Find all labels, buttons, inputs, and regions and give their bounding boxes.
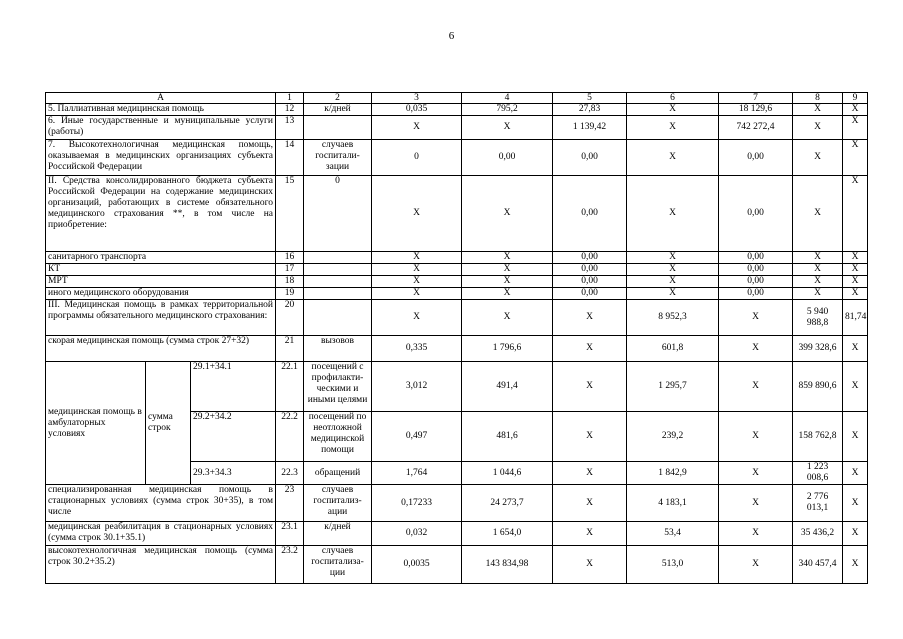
- cell-c9: X: [843, 362, 868, 412]
- row-number: 22.1: [276, 362, 304, 412]
- header-col-3: 3: [372, 93, 462, 104]
- cell-c3: 0,497: [372, 412, 462, 462]
- row-number: 17: [276, 264, 304, 276]
- cell-c7: X: [719, 336, 793, 362]
- cell-c6: 601,8: [627, 336, 719, 362]
- header-col-7: 7: [719, 93, 793, 104]
- table-row: [46, 362, 868, 412]
- cell-c8: 399 328,6: [793, 336, 843, 362]
- header-col-4: 4: [462, 93, 553, 104]
- cell-c3: 0,335: [372, 336, 462, 362]
- cell-c9: X: [843, 485, 868, 522]
- cell-c8: X: [793, 140, 843, 176]
- cell-c7: 0,00: [719, 264, 793, 276]
- cell-c6: 239,2: [627, 412, 719, 462]
- cell-c4: 1 796,6: [462, 336, 553, 362]
- cell-c9: 81,74: [843, 300, 868, 336]
- cell-c4: X: [462, 264, 553, 276]
- row-unit: к/дней: [304, 522, 372, 546]
- cell-c7: X: [719, 300, 793, 336]
- cell-c7: 18 129,6: [719, 104, 793, 116]
- cell-c9: X: [843, 116, 868, 140]
- cell-c4: 1 044,6: [462, 462, 553, 485]
- row-number: 21: [276, 336, 304, 362]
- cell-c3: X: [372, 264, 462, 276]
- row-label: III. Медицинская помощь в рамках территориальной программы обязательного медицинского страхования:: [46, 300, 276, 336]
- table-row: [46, 522, 868, 546]
- cell-c8: X: [793, 176, 843, 252]
- row-label: КТ: [46, 264, 276, 276]
- header-col-a: А: [46, 93, 276, 104]
- row-number: 23.1: [276, 522, 304, 546]
- row-number: 12: [276, 104, 304, 116]
- cell-c3: 1,764: [372, 462, 462, 485]
- cell-c6: X: [627, 116, 719, 140]
- cell-c8: X: [793, 288, 843, 300]
- row-unit: 0: [304, 176, 372, 252]
- header-col-5: 5: [553, 93, 627, 104]
- cell-c4: 24 273,7: [462, 485, 553, 522]
- cell-c3: 0,035: [372, 104, 462, 116]
- cell-c8: 1 223 008,6: [793, 462, 843, 485]
- table-row: [46, 300, 868, 336]
- header-col-6: 6: [627, 93, 719, 104]
- row-number: 15: [276, 176, 304, 252]
- row-number: 23.2: [276, 546, 304, 584]
- row-label: II. Средства консолидированного бюджета субъекта Российской Федерации на содержание медицинских организаций, работающих в системе обязательного медицинского страхования **, в том числе на приобретение:: [46, 176, 276, 252]
- cell-c9: X: [843, 264, 868, 276]
- cell-c8: X: [793, 264, 843, 276]
- row-label: 6. Иные государственные и муниципальные услуги (работы): [46, 116, 276, 140]
- table-row: [46, 140, 868, 176]
- cell-c9: X: [843, 336, 868, 362]
- cell-c5: X: [553, 485, 627, 522]
- cell-c7: X: [719, 522, 793, 546]
- cell-c7: X: [719, 412, 793, 462]
- cell-c3: X: [372, 288, 462, 300]
- cell-c4: X: [462, 276, 553, 288]
- header-col-8: 8: [793, 93, 843, 104]
- ambulatory-sum-label: сумма строк: [146, 362, 191, 485]
- cell-c5: 0,00: [553, 288, 627, 300]
- cell-c5: X: [553, 522, 627, 546]
- cell-c7: 742 272,4: [719, 116, 793, 140]
- cell-c4: 143 834,98: [462, 546, 553, 584]
- row-number: 18: [276, 276, 304, 288]
- cell-c7: 0,00: [719, 140, 793, 176]
- header-col-1: 1: [276, 93, 304, 104]
- cell-c7: 0,00: [719, 288, 793, 300]
- row-unit: обращений: [304, 462, 372, 485]
- cell-c6: X: [627, 276, 719, 288]
- cell-c5: 0,00: [553, 176, 627, 252]
- cell-c6: 1 842,9: [627, 462, 719, 485]
- cell-c6: X: [627, 104, 719, 116]
- cell-c9: X: [843, 546, 868, 584]
- cell-c4: 481,6: [462, 412, 553, 462]
- cell-c7: X: [719, 546, 793, 584]
- cell-c3: X: [372, 116, 462, 140]
- header-row: [46, 93, 868, 104]
- cell-c6: 53,4: [627, 522, 719, 546]
- row-label: медицинская реабилитация в стационарных условиях (сумма строк 30.1+35.1): [46, 522, 276, 546]
- cell-c5: X: [553, 300, 627, 336]
- cell-c6: 4 183,1: [627, 485, 719, 522]
- row-number: 22.3: [276, 462, 304, 485]
- cell-c5: 0,00: [553, 140, 627, 176]
- table-row: [46, 276, 868, 288]
- financing-table: [45, 92, 868, 584]
- cell-c7: 0,00: [719, 276, 793, 288]
- cell-c4: X: [462, 176, 553, 252]
- table-row: [46, 288, 868, 300]
- row-unit: [304, 276, 372, 288]
- table-row: [46, 116, 868, 140]
- row-label: 7. Высокотехнологичная медицинская помощь, оказываемая в медицинских организациях субъекта Российской Федерации: [46, 140, 276, 176]
- cell-c4: X: [462, 252, 553, 264]
- cell-c7: X: [719, 362, 793, 412]
- cell-c9: X: [843, 276, 868, 288]
- row-unit: случаев госпитали-зации: [304, 140, 372, 176]
- table-row: [46, 336, 868, 362]
- ambulatory-label: медицинская помощь в амбулаторных условиях: [46, 362, 146, 485]
- cell-c8: 340 457,4: [793, 546, 843, 584]
- cell-c8: X: [793, 252, 843, 264]
- cell-c6: X: [627, 252, 719, 264]
- cell-c5: X: [553, 546, 627, 584]
- table-row: [46, 264, 868, 276]
- cell-c4: 1 654,0: [462, 522, 553, 546]
- cell-c8: X: [793, 104, 843, 116]
- row-label: специализированная медицинская помощь в стационарных условиях (сумма строк 30+35), в том числе: [46, 485, 276, 522]
- cell-c3: X: [372, 176, 462, 252]
- sum-rows: 29.1+34.1: [191, 362, 276, 412]
- row-number: 19: [276, 288, 304, 300]
- row-unit: [304, 300, 372, 336]
- cell-c4: 491,4: [462, 362, 553, 412]
- cell-c8: X: [793, 116, 843, 140]
- cell-c4: 0,00: [462, 140, 553, 176]
- cell-c6: X: [627, 288, 719, 300]
- cell-c4: X: [462, 288, 553, 300]
- cell-c6: 1 295,7: [627, 362, 719, 412]
- table-row: [46, 252, 868, 264]
- row-unit: посещений с профилакти-ческими и иными целями: [304, 362, 372, 412]
- row-unit: вызовов: [304, 336, 372, 362]
- cell-c9: X: [843, 412, 868, 462]
- cell-c6: X: [627, 176, 719, 252]
- row-unit: случаев госпитализа-ции: [304, 546, 372, 584]
- row-number: 14: [276, 140, 304, 176]
- cell-c9: X: [843, 140, 868, 176]
- sum-rows: 29.2+34.2: [191, 412, 276, 462]
- row-unit: [304, 252, 372, 264]
- cell-c3: 0,17233: [372, 485, 462, 522]
- cell-c7: 0,00: [719, 252, 793, 264]
- cell-c3: X: [372, 252, 462, 264]
- row-label: высокотехнологичная медицинская помощь (сумма строк 30.2+35.2): [46, 546, 276, 584]
- row-unit: посещений по неотложной медицинской помощи: [304, 412, 372, 462]
- header-col-9: 9: [843, 93, 868, 104]
- cell-c8: 35 436,2: [793, 522, 843, 546]
- cell-c9: X: [843, 104, 868, 116]
- cell-c9: X: [843, 176, 868, 252]
- cell-c5: 0,00: [553, 276, 627, 288]
- cell-c7: X: [719, 462, 793, 485]
- cell-c9: X: [843, 288, 868, 300]
- cell-c5: 0,00: [553, 264, 627, 276]
- table-row: [46, 176, 868, 252]
- page-number: 6: [448, 30, 455, 42]
- row-unit: случаев госпитализ-ации: [304, 485, 372, 522]
- sum-rows: 29.3+34.3: [191, 462, 276, 485]
- cell-c5: X: [553, 412, 627, 462]
- row-number: 22.2: [276, 412, 304, 462]
- table-row: [46, 485, 868, 522]
- cell-c3: 0,0035: [372, 546, 462, 584]
- cell-c6: 8 952,3: [627, 300, 719, 336]
- cell-c7: X: [719, 485, 793, 522]
- cell-c4: 795,2: [462, 104, 553, 116]
- cell-c8: 859 890,6: [793, 362, 843, 412]
- row-label: иного медицинского оборудования: [46, 288, 276, 300]
- cell-c5: 1 139,42: [553, 116, 627, 140]
- row-label: санитарного транспорта: [46, 252, 276, 264]
- cell-c6: X: [627, 264, 719, 276]
- cell-c8: 5 940 988,8: [793, 300, 843, 336]
- cell-c6: 513,0: [627, 546, 719, 584]
- cell-c3: X: [372, 276, 462, 288]
- row-number: 13: [276, 116, 304, 140]
- cell-c5: X: [553, 336, 627, 362]
- cell-c9: X: [843, 252, 868, 264]
- cell-c5: 0,00: [553, 252, 627, 264]
- cell-c5: 27,83: [553, 104, 627, 116]
- row-number: 16: [276, 252, 304, 264]
- row-unit: [304, 288, 372, 300]
- row-number: 23: [276, 485, 304, 522]
- row-unit: к/дней: [304, 104, 372, 116]
- header-col-2: 2: [304, 93, 372, 104]
- row-number: 20: [276, 300, 304, 336]
- cell-c3: 3,012: [372, 362, 462, 412]
- cell-c3: X: [372, 300, 462, 336]
- cell-c4: X: [462, 300, 553, 336]
- row-unit: [304, 264, 372, 276]
- cell-c7: 0,00: [719, 176, 793, 252]
- cell-c5: X: [553, 362, 627, 412]
- cell-c3: 0,032: [372, 522, 462, 546]
- cell-c8: 2 776 013,1: [793, 485, 843, 522]
- cell-c9: X: [843, 522, 868, 546]
- row-label: 5. Паллиативная медицинская помощь: [46, 104, 276, 116]
- row-label: МРТ: [46, 276, 276, 288]
- cell-c8: X: [793, 276, 843, 288]
- table-row: [46, 546, 868, 584]
- cell-c8: 158 762,8: [793, 412, 843, 462]
- cell-c3: 0: [372, 140, 462, 176]
- cell-c6: X: [627, 140, 719, 176]
- row-unit: [304, 116, 372, 140]
- cell-c5: X: [553, 462, 627, 485]
- table-row: [46, 104, 868, 116]
- row-label: скорая медицинская помощь (сумма строк 27+32): [46, 336, 276, 362]
- cell-c9: X: [843, 462, 868, 485]
- cell-c4: X: [462, 116, 553, 140]
